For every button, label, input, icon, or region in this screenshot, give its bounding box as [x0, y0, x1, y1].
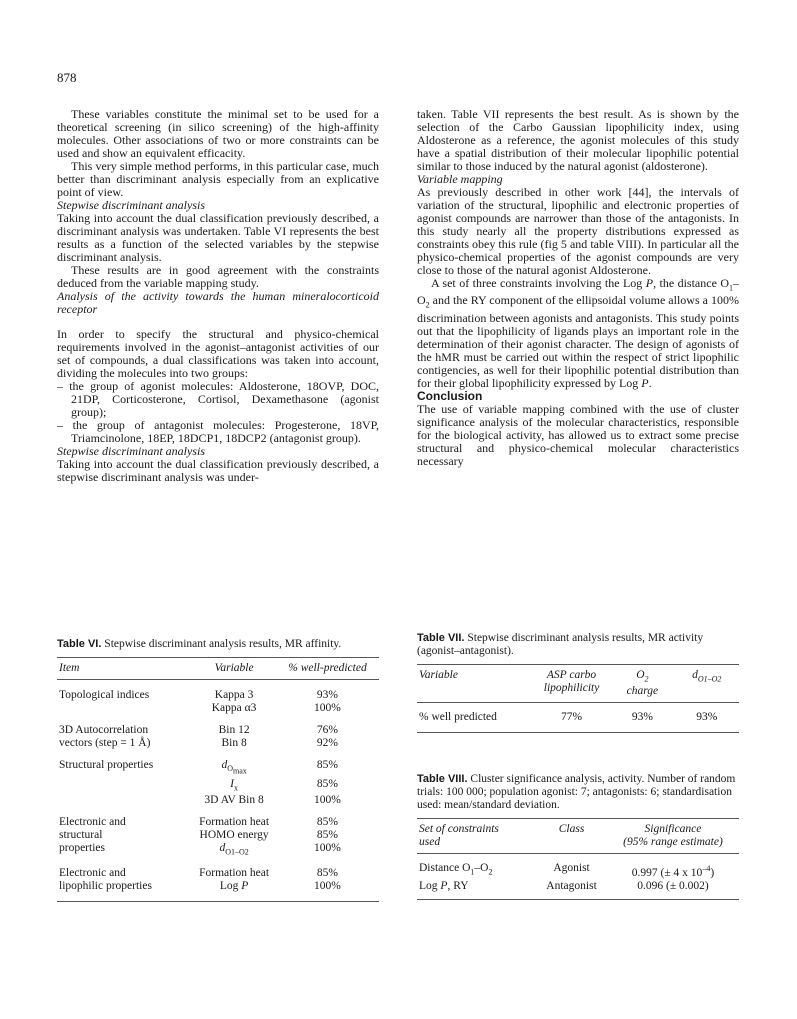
- table-row: structural HOMO energy 85%: [59, 829, 339, 842]
- table-row: Structural properties $d_{O_{max}}$ 85%: [59, 759, 339, 776]
- paragraph: This very simple method performs, in this particular case, much better than discriminant analysis especially from an explicative point of view.: [57, 159, 379, 199]
- column-header: ASP carbo lipophilicity: [543, 669, 600, 694]
- table-row: $I_x$ 85%: [230, 777, 339, 793]
- table-row: 3D AV Bin 8 100%: [204, 794, 341, 807]
- paragraph: A set of three constraints involving the Log P, the distance $O_1-O_2$ and the RY component of the ellipsoidal volume allows a 100% discrimination between agonists and antagonists. This study points out that the lipophilicity of ligands plays an important role in the determination of their agonist character. The design of agonists of the hMR must be carried out within the respect of strict lipophilic contigencies, as well for their lipophilic potential distribution than for their global lipophilicity expressed by Log P.: [417, 276, 739, 390]
- page-number: 878: [57, 70, 77, 85]
- paragraph: In order to specify the structural and physico-chemical requirements involved in the agonist–antagonist activities of our set of compounds, a dual classifications was taken into account, dividing the molecules into two groups:: [57, 327, 379, 380]
- paragraph: Taking into account the dual classification previously described, a stepwise discriminant analysis was under-: [57, 457, 379, 484]
- column-header: Class: [558, 823, 585, 835]
- column-header: % well-predicted: [288, 662, 367, 674]
- data-table: [417, 818, 739, 900]
- section-heading: Variable mapping: [417, 172, 503, 186]
- column-header: Set of constraints used: [419, 823, 499, 848]
- column-header: Variable: [419, 669, 458, 681]
- column-header: $O_2$ charge: [626, 669, 659, 698]
- data-table: [417, 664, 739, 733]
- table-caption: Table VI. Stepwise discriminant analysis results, MR affinity.: [57, 638, 342, 650]
- column-header: Variable: [214, 662, 254, 674]
- list-item: – the group of antagonist molecules: Progesterone, 18VP, Triamcinolone, 18EP, 18DCP1, 18DCP2 (antagonist group).: [57, 419, 379, 445]
- paragraph: These variables constitute the minimal set to be used for a theoretical screening (in silico screening) of the high-affinity molecules. Other associations of two or more constraints can be used and show an equivalent efficacity.: [57, 107, 379, 160]
- table-viii: [417, 773, 739, 900]
- table-caption: Table VIII. Cluster significance analysis, activity. Number of random trials: 100 000; population agonist: 7; antagonists: 6; standardisation used: mean/standard deviation.: [417, 773, 736, 811]
- table-row: lipophilic properties Log P 100%: [57, 880, 379, 902]
- table-row: Distance $O_1-O_2$ Agonist 0.997 (± 4 x $10^{-4}$): [419, 862, 715, 879]
- table-row: % well predicted 77% 93% 93%: [417, 703, 739, 733]
- column-header: Significance (95% range estimate): [623, 823, 723, 848]
- paragraph: These results are in good agreement with the constraints deduced from the variable mapping study.: [57, 263, 379, 290]
- table-row: Electronic and Formation heat 85%: [59, 867, 339, 880]
- table-row: Kappa α3 100%: [211, 702, 341, 714]
- conclusion-heading: Conclusion: [417, 388, 483, 403]
- table-row: Topological indices Kappa 3 93%: [59, 689, 339, 701]
- section-heading: Stepwise discriminant analysis: [57, 444, 205, 458]
- paragraph: Taking into account the dual classification previously described, a discriminant analysis was undertaken. Table VI represents the best results as a function of the selected variables by the stepwise discriminant analysis.: [57, 211, 379, 264]
- table-vi: [57, 638, 379, 902]
- paragraph: As previously described in other work [44], the intervals of variation of the structural, lipophilic and electronic properties of agonist compounds are narrower than those of the antagonists. In this study nearly all the property distributions expressed as constraints obey this rule (fig 5 and table VIII). In particular all the physico-chemical properties of the agonist compounds are very close to those of the natural agonist Aldosterone.: [417, 185, 739, 277]
- table-vii: [417, 632, 739, 733]
- paragraph: taken. Table VII represents the best result. As is shown by the selection of the Carbo Gaussian lipophilicity index, using Aldosterone as a reference, the agonist molecules of this study have a spatial distribution of their molecular lipophilic potential similar to those induced by the natural agonist (aldosterone).: [417, 107, 739, 173]
- group-list: [57, 380, 379, 445]
- table-row: Log P, RY Antagonist 0.096 (± 0.002): [417, 880, 739, 900]
- table-caption: Table VII. Stepwise discriminant analysis results, MR activity (agonist–antagonist).: [417, 632, 704, 657]
- table-row: Electronic and Formation heat 85%: [59, 816, 339, 829]
- paragraph: The use of variable mapping combined with the use of cluster significance analysis of the molecular characteristics, responsible for the biological activity, has allowed us to extract some precise structural and physico-chemical molecular characteristics necessary: [417, 401, 739, 468]
- list-item: – the group of agonist molecules: Aldosterone, 18OVP, DOC, 21DP, Corticosterone, Cortisol, Dexamethasone (agonist group);: [57, 380, 379, 419]
- column-header: $d_{O1-O2}$: [692, 669, 722, 684]
- data-table: [57, 657, 379, 902]
- table-row: vectors (step = 1 Å) Bin 8 92%: [59, 737, 339, 749]
- table-row: properties $d_{O1-O2}$ 100%: [59, 842, 341, 857]
- left-column: [57, 108, 379, 484]
- table-row: 3D Autocorrelation Bin 12 76%: [59, 724, 339, 736]
- column-header: Item: [59, 662, 80, 674]
- section-heading: Analysis of the activity towards the human mineralocorticoid receptor: [57, 289, 379, 316]
- right-column: [417, 108, 739, 468]
- section-heading: Stepwise discriminant analysis: [57, 198, 205, 212]
